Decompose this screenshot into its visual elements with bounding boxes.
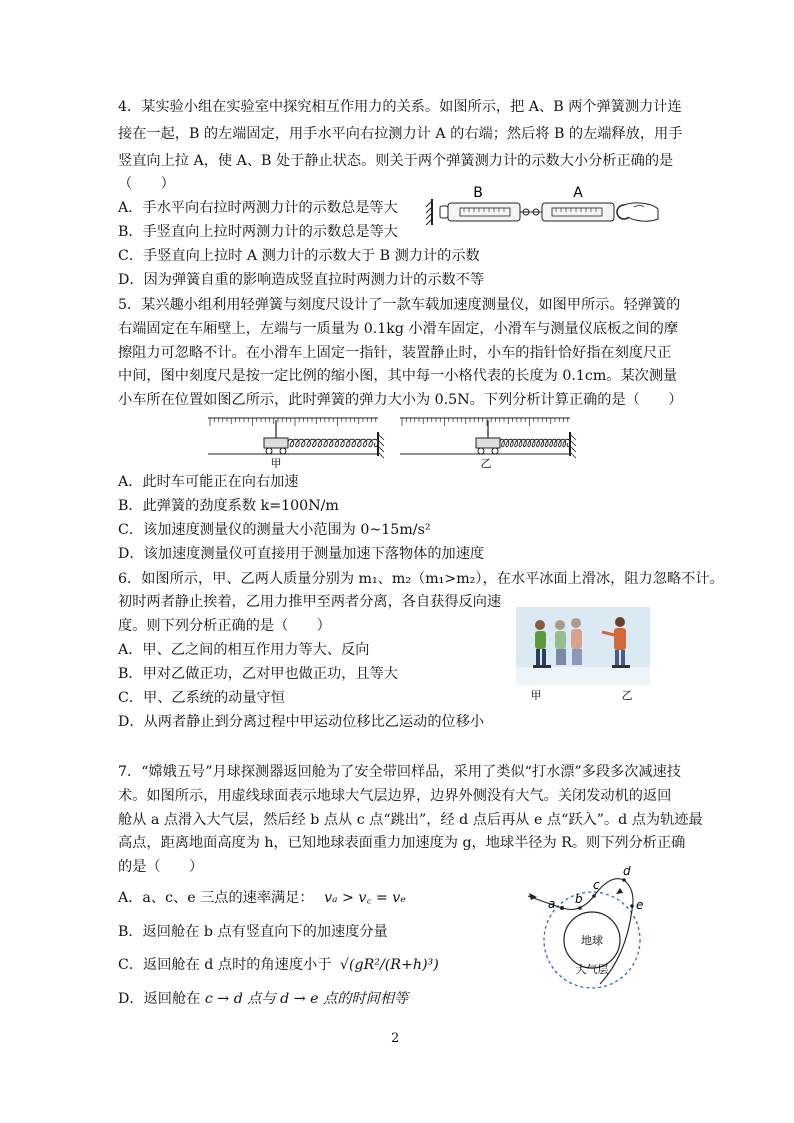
q4-spring-scales-figure (420, 183, 660, 233)
q4-option-c: C．手竖直向上拉时 A 测力计的示数大于 B 测力计的示数 (118, 248, 480, 264)
q7-trajectory-figure (520, 866, 680, 990)
q5-option-b: B．此弹簧的劲度系数 k=100N/m (118, 498, 339, 514)
q6-option-c: C．甲、乙系统的动量守恒 (118, 690, 285, 706)
q5-label-yi: 乙 (480, 457, 492, 470)
q5-line-2: 右端固定在车厢壁上，左端与一质量为 0.1kg 小滑车固定，小滑车与测量仪底板之间的摩 (118, 321, 679, 337)
q6-line-1: 6．如图所示，甲、乙两人质量分别为 m₁、m₂（m₁>m₂），在水平冰面上滑冰，阻力忽略不计。 (118, 571, 724, 587)
q4-label-a: A (573, 185, 583, 201)
q4-line-2: 接在一起，B 的左端固定，用手水平向右拉测力计 A 的右端；然后将 B 的左端释放，用手 (118, 126, 683, 142)
q5-option-d: D．该加速度测量仪可直接用于测量加速下落物体的加速度 (118, 546, 485, 562)
q5-option-a: A．此时车可能正在向右加速 (118, 474, 299, 490)
q5-line-1: 5．某兴趣小组利用轻弹簧与刻度尺设计了一款车载加速度测量仪，如图甲所示。轻弹簧的 (118, 297, 681, 313)
q7-option-b: B．返回舱在 b 点有竖直向下的加速度分量 (118, 924, 388, 940)
q4-option-d: D．因为弹簧自重的影响造成竖直拉时两测力计的示数不等 (118, 272, 485, 288)
page-number: 2 (391, 1031, 400, 1046)
q7-option-d-text: D．返回舱在 (118, 991, 201, 1007)
q4-option-a: A．手水平向右拉时两测力计的示数总是等大 (118, 200, 398, 216)
q7-option-a-formula: vₐ > v꜀ = vₑ (324, 890, 406, 906)
q7-option-c-text: C．返回舱在 d 点时的角速度小于 (118, 957, 332, 973)
q5-option-c: C．该加速度测量仪的测量大小范围为 0~15m/s² (118, 522, 431, 538)
q5-line-4: 中间，图中刻度尺是按一定比例的缩小图，其中每一小格代表的长度为 0.1cm。某次测量 (118, 368, 678, 384)
q5-accelerometer-figure (200, 410, 590, 470)
q6-line-3: 度。则下列分析正确的是（ ） (118, 618, 331, 634)
q7-option-c-formula: √(gR²/(R+h)³) (339, 957, 439, 973)
q5-line-3: 擦阻力可忽略不计。在小滑车上固定一指针，装置静止时，小车的指针恰好指在刻度尺正 (118, 345, 672, 361)
q6-option-a: A．甲、乙之间的相互作用力等大、反向 (118, 642, 370, 658)
q7-point-a: a (548, 897, 556, 911)
q6-label-yi: 乙 (621, 689, 633, 702)
q6-option-b: B．甲对乙做正功，乙对甲也做正功，且等大 (118, 666, 398, 682)
q7-option-c (118, 955, 439, 975)
q4-option-b: B．手竖直向上拉时两测力计的示数总是等大 (118, 224, 398, 240)
q6-option-d: D．从两者静止到分离过程中甲运动位移比乙运动的位移小 (118, 714, 485, 730)
q7-line-1: 7．“嫦娥五号”月球探测器返回舱为了安全带回样品，采用了类似“打水漂”多段多次减速技 (118, 764, 681, 780)
q7-line-5: 的是（ ） (118, 859, 204, 875)
q4-line-1: 4．某实验小组在实验室中探究相互作用力的关系。如图所示，把 A、B 两个弹簧测力计连 (118, 99, 682, 115)
q7-line-4: 高点，距离地面高度为 h，已知地球表面重力加速度为 g，地球半径为 R。则下列分析正确 (118, 835, 686, 851)
q5-label-jia: 甲 (270, 457, 282, 470)
q6-line-2: 初时两者静止挨着，乙用力推甲至两者分离，各自获得反向速 (118, 594, 502, 610)
q5-device-yi (400, 418, 576, 458)
q7-option-a (118, 888, 406, 908)
q4-line-4: （ ） (118, 176, 175, 192)
q6-label-jia: 甲 (530, 689, 542, 702)
q6-skaters-figure (514, 605, 654, 703)
q7-point-c: c (593, 878, 600, 892)
q7-point-e: e (636, 898, 644, 912)
q4-line-3: 竖直向上拉 A，使 A、B 处于静止状态。则关于两个弹簧测力计的示数大小分析正确的是 (118, 153, 674, 169)
q7-line-2: 术。如图所示，用虚线球面表示地球大气层边界，边界外侧没有大气。关闭发动机的返回 (118, 788, 672, 804)
q7-point-b: b (575, 892, 583, 906)
q7-option-d (118, 989, 408, 1009)
q7-earth-label: 地球 (581, 934, 603, 947)
q5-line-5: 小车所在位置如图乙所示，此时弹簧的弹力大小为 0.5N。下列分析计算正确的是（ ） (118, 392, 683, 408)
q7-atmosphere-label: 大气层 (575, 963, 609, 976)
q7-point-d: d (623, 866, 631, 878)
q4-label-b: B (473, 185, 483, 201)
q5-device-jia (208, 418, 384, 458)
q7-line-3: 舱从 a 点滑入大气层，然后经 b 点从 c 点“跳出”，经 d 点后再从 e 点“跃入”。d 点为轨迹最 (118, 812, 703, 828)
q7-option-a-text: A．a、c、e 三点的速率满足： (118, 890, 314, 906)
q7-option-d-formula: c → d 点与 d → e 点的时间相等 (204, 991, 409, 1007)
